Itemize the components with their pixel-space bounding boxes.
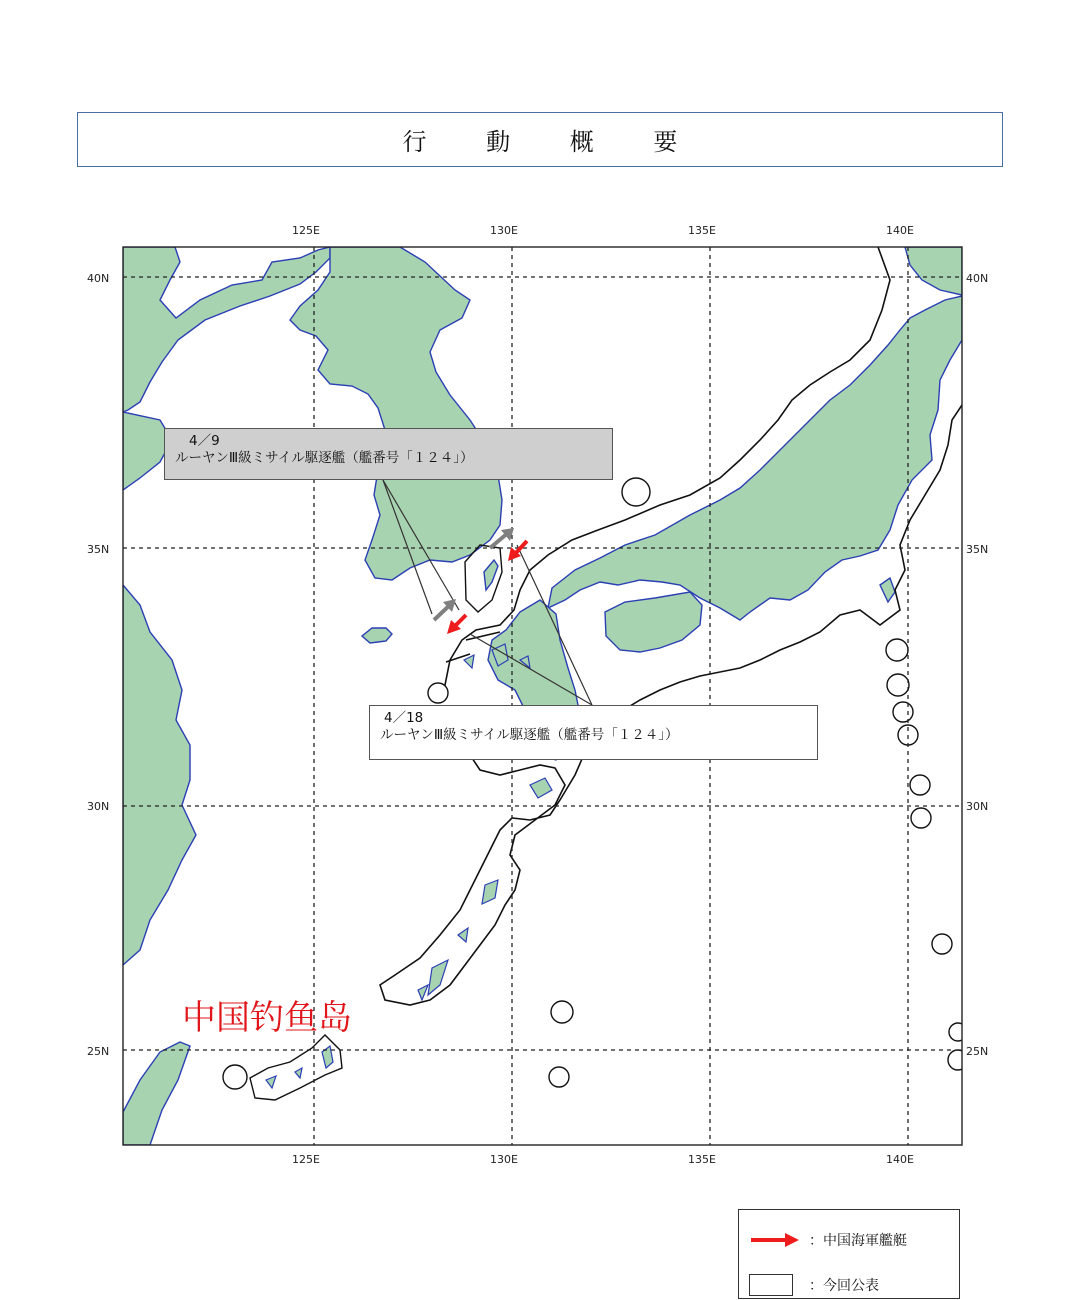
callout-apr9-date: 4／9 bbox=[189, 433, 220, 449]
callout-apr18-text: ルーヤンⅢ級ミサイル駆逐艦（艦番号「１２４」） bbox=[380, 727, 679, 743]
callout-apr18-date: 4／18 bbox=[384, 710, 424, 726]
lat-label-left-40: 40N bbox=[87, 272, 110, 285]
lon-label-bottom-130: 130E bbox=[490, 1153, 518, 1166]
lat-label-left-25: 25N bbox=[87, 1045, 110, 1058]
legend-label-published: ：今回公表 bbox=[809, 1278, 879, 1294]
red-arrow-icon bbox=[749, 1229, 801, 1251]
lat-label-left-35: 35N bbox=[87, 543, 110, 556]
lat-label-right-30: 30N bbox=[966, 800, 989, 813]
outline-box-icon bbox=[749, 1274, 793, 1296]
lat-label-right-40: 40N bbox=[966, 272, 989, 285]
lon-label-bottom-125: 125E bbox=[292, 1153, 320, 1166]
callout-apr9-text: ルーヤンⅢ級ミサイル駆逐艦（艦番号「１２４」） bbox=[175, 450, 474, 466]
lon-label-top-140: 140E bbox=[886, 224, 914, 237]
legend-label-ship: ：中国海軍艦艇 bbox=[809, 1233, 907, 1249]
lon-label-bottom-135: 135E bbox=[688, 1153, 716, 1166]
legend-row-ship bbox=[739, 1225, 959, 1255]
lat-label-left-30: 30N bbox=[87, 800, 110, 813]
lon-label-top-130: 130E bbox=[490, 224, 518, 237]
diaoyu-label: 中国钓鱼岛 bbox=[182, 998, 352, 1038]
lon-label-top-135: 135E bbox=[688, 224, 716, 237]
page-title: 行 動 概 要 bbox=[402, 128, 704, 156]
lat-label-right-25: 25N bbox=[966, 1045, 989, 1058]
lon-label-bottom-140: 140E bbox=[886, 1153, 914, 1166]
lat-label-right-35: 35N bbox=[966, 543, 989, 556]
legend bbox=[738, 1209, 960, 1299]
legend-row-published bbox=[739, 1270, 959, 1300]
lon-label-top-125: 125E bbox=[292, 224, 320, 237]
callout-apr9 bbox=[164, 428, 613, 480]
callout-apr18 bbox=[369, 705, 818, 760]
